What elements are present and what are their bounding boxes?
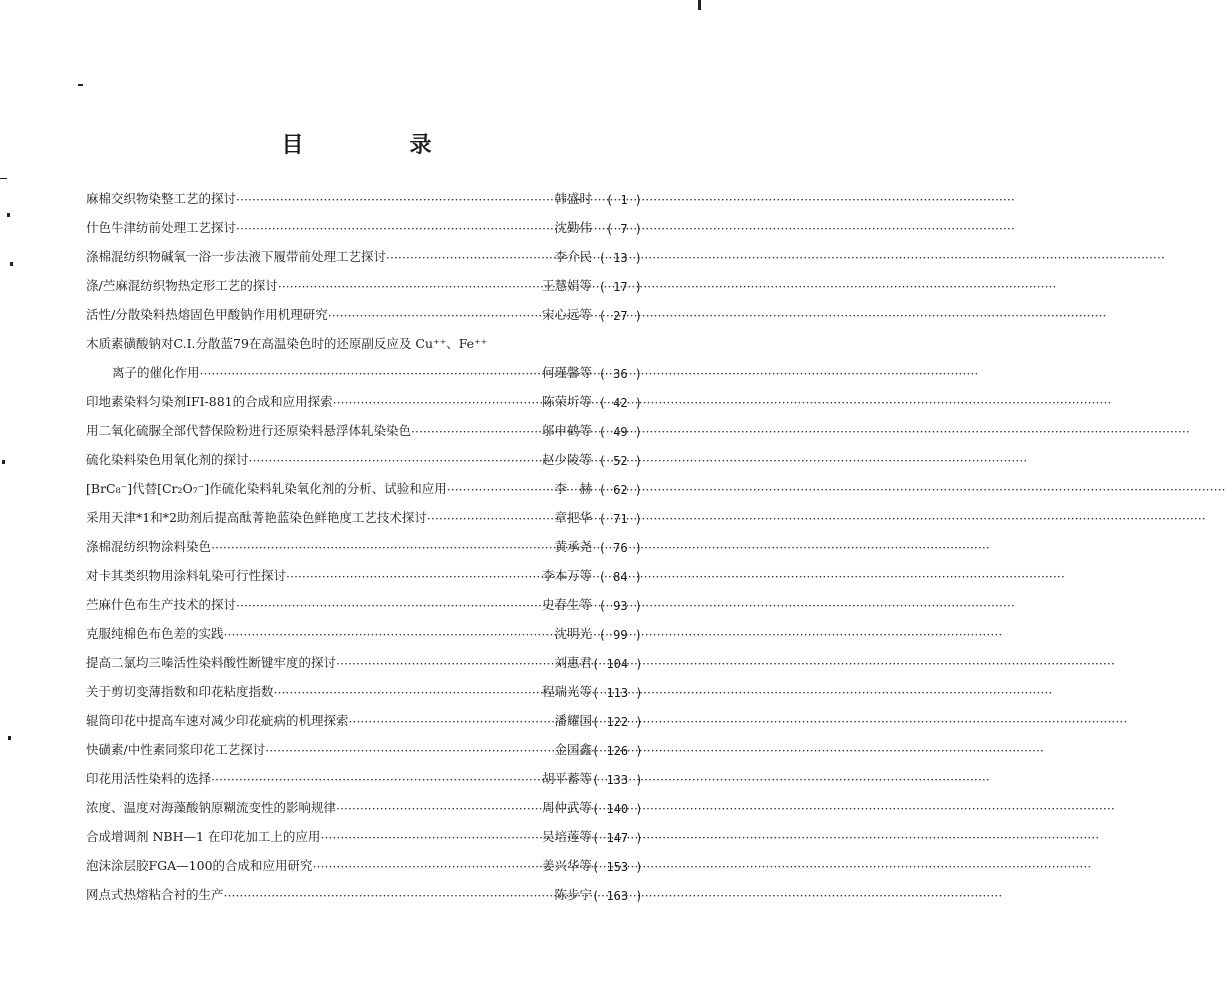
toc-entry[interactable] [86, 555, 642, 584]
entry-author: 章把华 [554, 510, 592, 525]
scan-speck [10, 262, 13, 266]
leader-dots [249, 453, 542, 468]
entry-title: 什色牛津纺前处理工艺探讨 [86, 220, 237, 235]
entry-author: 李介民 [554, 249, 592, 264]
leader-dots [328, 308, 542, 323]
entry-page: ( 27 ) [598, 309, 642, 323]
entry-author: 金国鑫 [554, 742, 592, 757]
entry-author: 潘耀国 [554, 713, 592, 728]
entry-page: ( 71 ) [598, 512, 642, 526]
entry-page: ( 36 ) [598, 367, 642, 381]
leader-dots [211, 772, 542, 787]
entry-page: ( 13 ) [598, 251, 642, 265]
leader-dots [236, 598, 542, 613]
entry-title: 涤棉混纺织物涂料染色 [86, 539, 212, 554]
entry-title: 用二氧化硫脲全部代替保险粉进行还原染料悬浮体轧染染色 [86, 423, 412, 438]
toc-entry[interactable] [86, 729, 642, 758]
scan-speck [698, 0, 701, 10]
toc-entry[interactable] [86, 526, 642, 555]
entry-author: 姜兴华等 [541, 858, 592, 873]
entry-title: 离子的催化作用 [112, 365, 200, 380]
entry-page: ( 7 ) [605, 222, 642, 236]
entry-title: 关于剪切变薄指数和印花粘度指数 [86, 684, 274, 699]
entry-title: 活性/分散染料热熔固色甲酸钠作用机理研究 [86, 307, 328, 322]
entry-title: 采用天津*1和*2助剂后提高酞菁艳蓝染色鲜艳度工艺技术探讨 [86, 510, 427, 525]
entry-author: 何瑾馨等 [541, 365, 592, 380]
entry-page: ( 93 ) [598, 599, 642, 613]
entry-author: 王慧娟等 [541, 278, 592, 293]
entry-title: 克服纯棉色布色差的实践 [86, 626, 224, 641]
leader-dots [333, 395, 542, 410]
toc-entry-continuation[interactable] [86, 352, 642, 381]
toc-entry[interactable] [86, 613, 642, 642]
entry-page: ( 76 ) [598, 541, 642, 555]
entry-page: ( 133 ) [592, 773, 643, 787]
entry-title: 网点式热熔粘合衬的生产 [86, 887, 224, 902]
entry-title: 木质素磺酸钠对C.I.分散蓝79在高温染色时的还原副反应及 Cu⁺⁺、Fe⁺⁺ [86, 336, 488, 351]
entry-title: 印花用活性染料的选择 [86, 771, 212, 786]
entry-title: 辊筒印花中提高车速对减少印花疵病的机理探索 [86, 713, 349, 728]
scan-speck [7, 213, 10, 217]
leader-dots [274, 685, 542, 700]
toc-entry[interactable] [86, 207, 642, 236]
entry-title: 泡沫涂层胶FGA—100的合成和应用研究 [86, 858, 313, 873]
leader-dots [386, 250, 554, 265]
entry-page: ( 1 ) [605, 193, 642, 207]
entry-page: ( 17 ) [598, 280, 642, 294]
leader-dots [200, 366, 542, 381]
entry-title: 麻棉交织物染整工艺的探讨 [86, 191, 237, 206]
leader-dots [427, 511, 555, 526]
leader-dots [447, 482, 555, 497]
entry-page: ( 62 ) [598, 483, 642, 497]
leader-dots [211, 540, 554, 555]
toc-entry[interactable] [86, 381, 642, 410]
leader-dots [236, 192, 554, 207]
toc-entry[interactable] [86, 874, 642, 903]
entry-author: 李 赫 [554, 481, 592, 496]
leader-dots [336, 656, 554, 671]
toc-entry[interactable] [86, 845, 642, 874]
entry-title: 快磺素/中性素同浆印花工艺探讨 [86, 742, 266, 757]
entry-page: ( 49 ) [598, 425, 642, 439]
entry-page: ( 84 ) [598, 570, 642, 584]
entry-author: 宋心远等 [541, 307, 592, 322]
entry-title: 涤/苎麻混纺织物热定形工艺的探讨 [86, 278, 278, 293]
toc-entry[interactable] [86, 178, 642, 207]
entry-title: 提高二氯均三嗪活性染料酸性断键牢度的探讨 [86, 655, 337, 670]
toc-entry[interactable] [86, 671, 642, 700]
toc-entry[interactable] [86, 787, 642, 816]
entry-title: 硫化染料染色用氧化剂的探讨 [86, 452, 249, 467]
entry-author: 周仲武等 [541, 800, 592, 815]
entry-title: 涤棉混纺织物碱氧一浴一步法液下履带前处理工艺探讨 [86, 249, 387, 264]
entry-page: ( 99 ) [598, 628, 642, 642]
toc-entry[interactable] [86, 584, 642, 613]
entry-author: 邬申鹤等 [541, 423, 592, 438]
entry-page: ( 104 ) [592, 657, 643, 671]
entry-page: ( 122 ) [592, 715, 643, 729]
entry-page: ( 113 ) [592, 686, 643, 700]
entry-title: 合成增调剂 NBH—1 在印花加工上的应用 [86, 829, 321, 844]
entry-title: 对卡其类织物用涂料轧染可行性探讨 [86, 568, 287, 583]
toc-entry[interactable] [86, 265, 642, 294]
entry-author: 胡平蓄等 [541, 771, 592, 786]
entry-page: ( 153 ) [592, 860, 643, 874]
leader-dots [320, 830, 542, 845]
toc-entry[interactable] [86, 410, 642, 439]
leader-dots [411, 424, 542, 439]
toc-entry[interactable] [86, 439, 642, 468]
scan-speck [78, 84, 83, 86]
entry-page: ( 42 ) [598, 396, 642, 410]
scan-speck [8, 736, 11, 740]
entry-author: 黄承尧 [554, 539, 592, 554]
toc-entry-first-line[interactable] [86, 323, 642, 352]
leader-dots [349, 714, 555, 729]
entry-author: 陈步宁 [554, 887, 592, 902]
entry-author: 程瑞光等 [541, 684, 592, 699]
leader-dots [236, 221, 554, 236]
entry-page: ( 147 ) [592, 831, 643, 845]
toc-entry[interactable] [86, 497, 642, 526]
entry-page: ( 126 ) [592, 744, 643, 758]
entry-author: 史春生等 [541, 597, 592, 612]
entry-title: 苎麻什色布生产技术的探讨 [86, 597, 237, 612]
entry-author: 沈明光 [554, 626, 592, 641]
page-title: 目 录 [281, 132, 474, 158]
entry-title: [BrC₈⁻]代替[Cr₂O₇⁻]作硫化染料轧染氧化剂的分析、试验和应用 [86, 481, 447, 496]
entry-author: 赵少陵等 [541, 452, 592, 467]
entry-author: 吴培莲等 [541, 829, 592, 844]
toc-entry[interactable] [86, 294, 642, 323]
leader-dots [265, 743, 554, 758]
entry-title: 印地素染料匀染剂IFI-881的合成和应用探索 [86, 394, 333, 409]
toc-entry[interactable] [86, 642, 642, 671]
scan-speck [0, 178, 7, 179]
entry-title: 浓度、温度对海藻酸钠原糊流变性的影响规律 [86, 800, 337, 815]
entry-author: 李本万等 [541, 568, 592, 583]
entry-author: 刘惠君 [554, 655, 592, 670]
leader-dots [224, 888, 555, 903]
leader-dots [278, 279, 542, 294]
entry-author: 沈勤伟 [554, 220, 592, 235]
scan-speck [2, 460, 5, 464]
entry-author: 韩盛时 [554, 191, 592, 206]
leader-dots [224, 627, 555, 642]
entry-page: ( 140 ) [592, 802, 643, 816]
toc-entry[interactable] [86, 236, 642, 265]
entry-page: ( 163 ) [592, 889, 643, 903]
toc-entry[interactable] [86, 758, 642, 787]
toc-entry[interactable] [86, 700, 642, 729]
leader-dots [286, 569, 542, 584]
table-of-contents [86, 178, 642, 903]
leader-dots [313, 859, 542, 874]
leader-dots [336, 801, 542, 816]
toc-entry[interactable] [86, 468, 642, 497]
toc-entry[interactable] [86, 816, 642, 845]
entry-page: ( 52 ) [598, 454, 642, 468]
entry-author: 陈荣圻等 [541, 394, 592, 409]
